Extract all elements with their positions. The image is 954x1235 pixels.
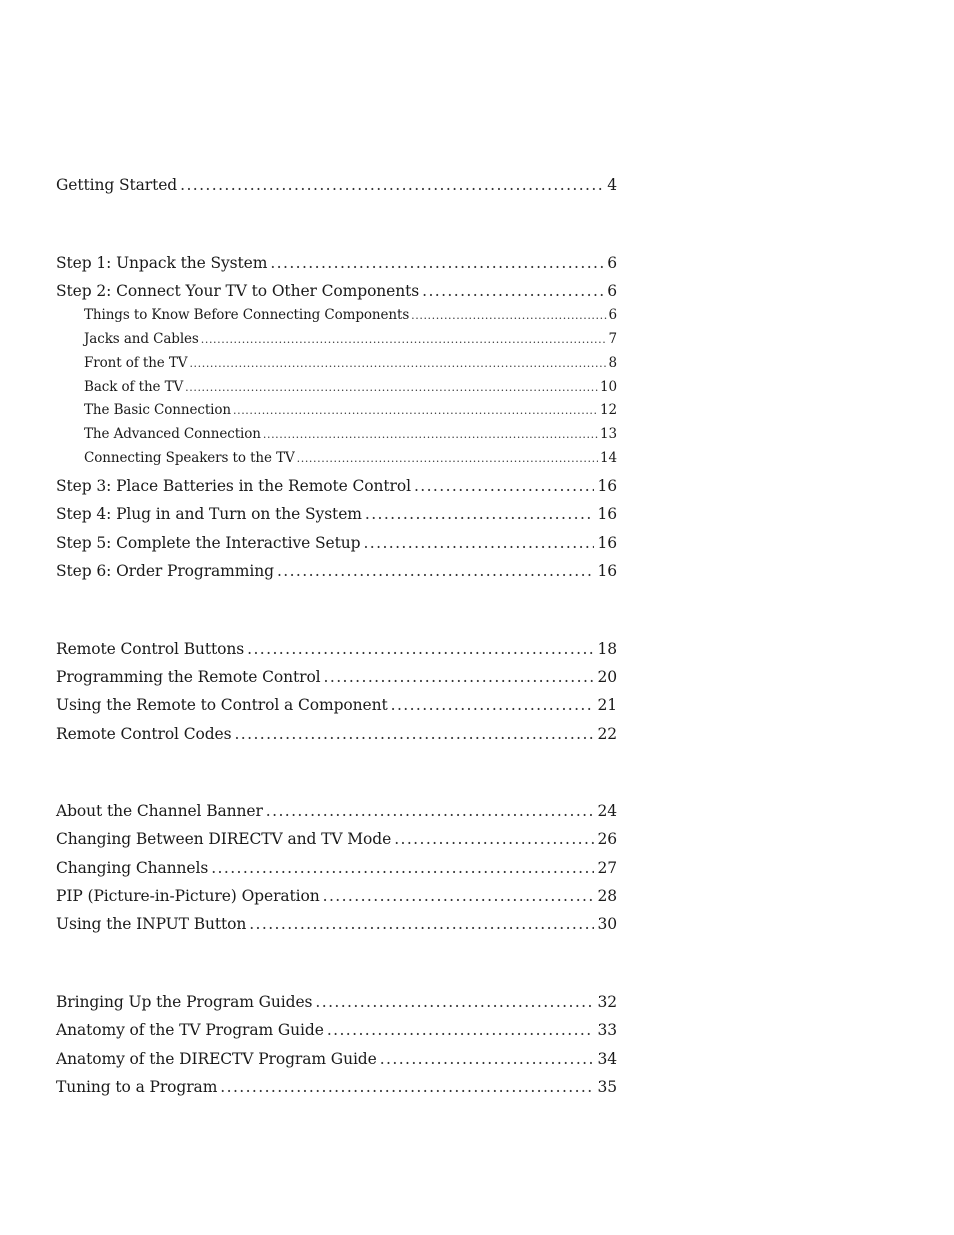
toc-entry-title: Step 3: Place Batteries in the Remote Control	[56, 477, 411, 495]
toc-entry-changing-channels[interactable]	[56, 861, 617, 877]
toc-entry-title: Anatomy of the DIRECTV Program Guide	[56, 1050, 377, 1068]
dot-leader	[394, 832, 594, 848]
dot-leader	[315, 995, 594, 1011]
toc-entry-page: 28	[597, 887, 617, 905]
toc-entry-title: Remote Control Buttons	[56, 640, 245, 658]
toc-entry-tuning-program[interactable]	[56, 1080, 617, 1096]
toc-entry-title: Anatomy of the TV Program Guide	[56, 1021, 324, 1039]
dot-leader	[233, 405, 598, 416]
dot-leader	[185, 382, 598, 393]
dot-leader	[327, 1023, 595, 1039]
toc-entry-page: 14	[600, 450, 617, 466]
dot-leader	[263, 429, 598, 440]
dot-leader	[180, 178, 604, 194]
toc-entry-title: Using the Remote to Control a Component	[56, 696, 388, 714]
dot-leader	[247, 642, 594, 658]
toc-entry-page: 34	[597, 1050, 617, 1068]
toc-entry-step-2[interactable]	[56, 284, 617, 300]
toc-entry-changing-mode[interactable]	[56, 832, 617, 848]
dot-leader	[323, 889, 595, 905]
toc-entry-title: Front of the TV	[84, 355, 188, 371]
toc-entry-title: Step 2: Connect Your TV to Other Components	[56, 282, 420, 300]
toc-entry-page: 12	[600, 402, 617, 418]
dot-leader	[189, 358, 606, 369]
toc-entry-using-remote-component[interactable]	[56, 698, 617, 714]
toc-entry-remote-control-buttons[interactable]	[56, 642, 617, 658]
toc-entry-step-5[interactable]	[56, 536, 617, 552]
toc-entry-title: PIP (Picture-in-Picture) Operation	[56, 887, 320, 905]
toc-entry-directv-program-guide[interactable]	[56, 1052, 617, 1068]
toc-entry-title: Changing Between DIRECTV and TV Mode	[56, 830, 392, 848]
dot-leader	[211, 861, 594, 877]
toc-entry-title: Using the INPUT Button	[56, 915, 247, 933]
toc-entry-title: Connecting Speakers to the TV	[84, 450, 295, 466]
toc-entry-title: Step 6: Order Programming	[56, 562, 274, 580]
toc-entry-page: 13	[600, 426, 617, 442]
toc-entry-page: 32	[597, 993, 617, 1011]
toc-entry-step-4[interactable]	[56, 507, 617, 523]
toc-entry-title: Back of the TV	[84, 379, 184, 395]
toc-entry-title: Programming the Remote Control	[56, 668, 321, 686]
toc-entry-title: Changing Channels	[56, 859, 209, 877]
toc-entry-pip-operation[interactable]	[56, 889, 617, 905]
toc-entry-page: 8	[608, 355, 617, 371]
toc-entry-channel-banner[interactable]	[56, 804, 617, 820]
dot-leader	[220, 1080, 594, 1096]
dot-leader	[297, 453, 598, 464]
toc-entry-page: 16	[597, 534, 617, 552]
toc-entry-title: Tuning to a Program	[56, 1078, 218, 1096]
toc-entry-page: 20	[597, 668, 617, 686]
dot-leader	[422, 284, 604, 300]
toc-subentry-basic-connection[interactable]	[84, 404, 617, 418]
toc-entry-program-guides[interactable]	[56, 995, 617, 1011]
toc-entry-page: 22	[597, 725, 617, 743]
toc-entry-title: About the Channel Banner	[56, 802, 263, 820]
dot-leader	[201, 334, 607, 345]
dot-leader	[365, 507, 595, 523]
toc-entry-page: 6	[607, 254, 617, 272]
toc-entry-step-1[interactable]	[56, 256, 617, 272]
toc-entry-remote-control-codes[interactable]	[56, 727, 617, 743]
toc-subentry-back-of-tv[interactable]	[84, 381, 617, 395]
toc-entry-input-button[interactable]	[56, 917, 617, 933]
toc-entry-page: 16	[597, 562, 617, 580]
toc-entry-page: 16	[597, 505, 617, 523]
toc-entry-page: 33	[597, 1021, 617, 1039]
toc-subentry-jacks-and-cables[interactable]	[84, 333, 617, 347]
toc-subentry-connecting-speakers[interactable]	[84, 452, 617, 466]
dot-leader	[414, 479, 595, 495]
toc-entry-page: 18	[597, 640, 617, 658]
toc-entry-page: 24	[597, 802, 617, 820]
toc-entry-page: 35	[597, 1078, 617, 1096]
toc-entry-page: 10	[600, 379, 617, 395]
toc-entry-step-3[interactable]	[56, 479, 617, 495]
dot-leader	[363, 536, 594, 552]
dot-leader	[391, 698, 595, 714]
toc-subentry-things-to-know[interactable]	[84, 309, 617, 323]
dot-leader	[234, 727, 594, 743]
toc-entry-page: 30	[597, 915, 617, 933]
toc-entry-tv-program-guide[interactable]	[56, 1023, 617, 1039]
toc-entry-title: Jacks and Cables	[84, 331, 199, 347]
toc-entry-title: Step 1: Unpack the System	[56, 254, 268, 272]
dot-leader	[324, 670, 595, 686]
toc-entry-step-6[interactable]	[56, 564, 617, 580]
toc-entry-programming-remote[interactable]	[56, 670, 617, 686]
toc-entry-title: Step 5: Complete the Interactive Setup	[56, 534, 361, 552]
toc-entry-title: Bringing Up the Program Guides	[56, 993, 313, 1011]
dot-leader	[249, 917, 594, 933]
toc-entry-title: Step 4: Plug in and Turn on the System	[56, 505, 362, 523]
dot-leader	[380, 1052, 595, 1068]
toc-entry-title: The Advanced Connection	[84, 426, 261, 442]
toc-entry-title: Things to Know Before Connecting Components	[84, 307, 410, 323]
toc-entry-title: Getting Started	[56, 176, 178, 194]
dot-leader	[277, 564, 595, 580]
toc-entry-page: 16	[597, 477, 617, 495]
toc-entry-page: 27	[597, 859, 617, 877]
toc-entry-page: 7	[608, 331, 617, 347]
toc-subentry-advanced-connection[interactable]	[84, 428, 617, 442]
toc-entry-page: 4	[607, 176, 617, 194]
dot-leader	[266, 804, 595, 820]
toc-entry-page: 21	[597, 696, 617, 714]
toc-entry-page: 6	[607, 282, 617, 300]
toc-entry-title: Remote Control Codes	[56, 725, 232, 743]
toc-entry-title: The Basic Connection	[84, 402, 232, 418]
dot-leader	[270, 256, 604, 272]
toc-subentry-front-of-tv[interactable]	[84, 357, 617, 371]
toc-entry-getting-started[interactable]	[56, 178, 617, 194]
toc-entry-page: 26	[597, 830, 617, 848]
toc-entry-page: 6	[608, 307, 617, 323]
dot-leader	[411, 310, 606, 321]
